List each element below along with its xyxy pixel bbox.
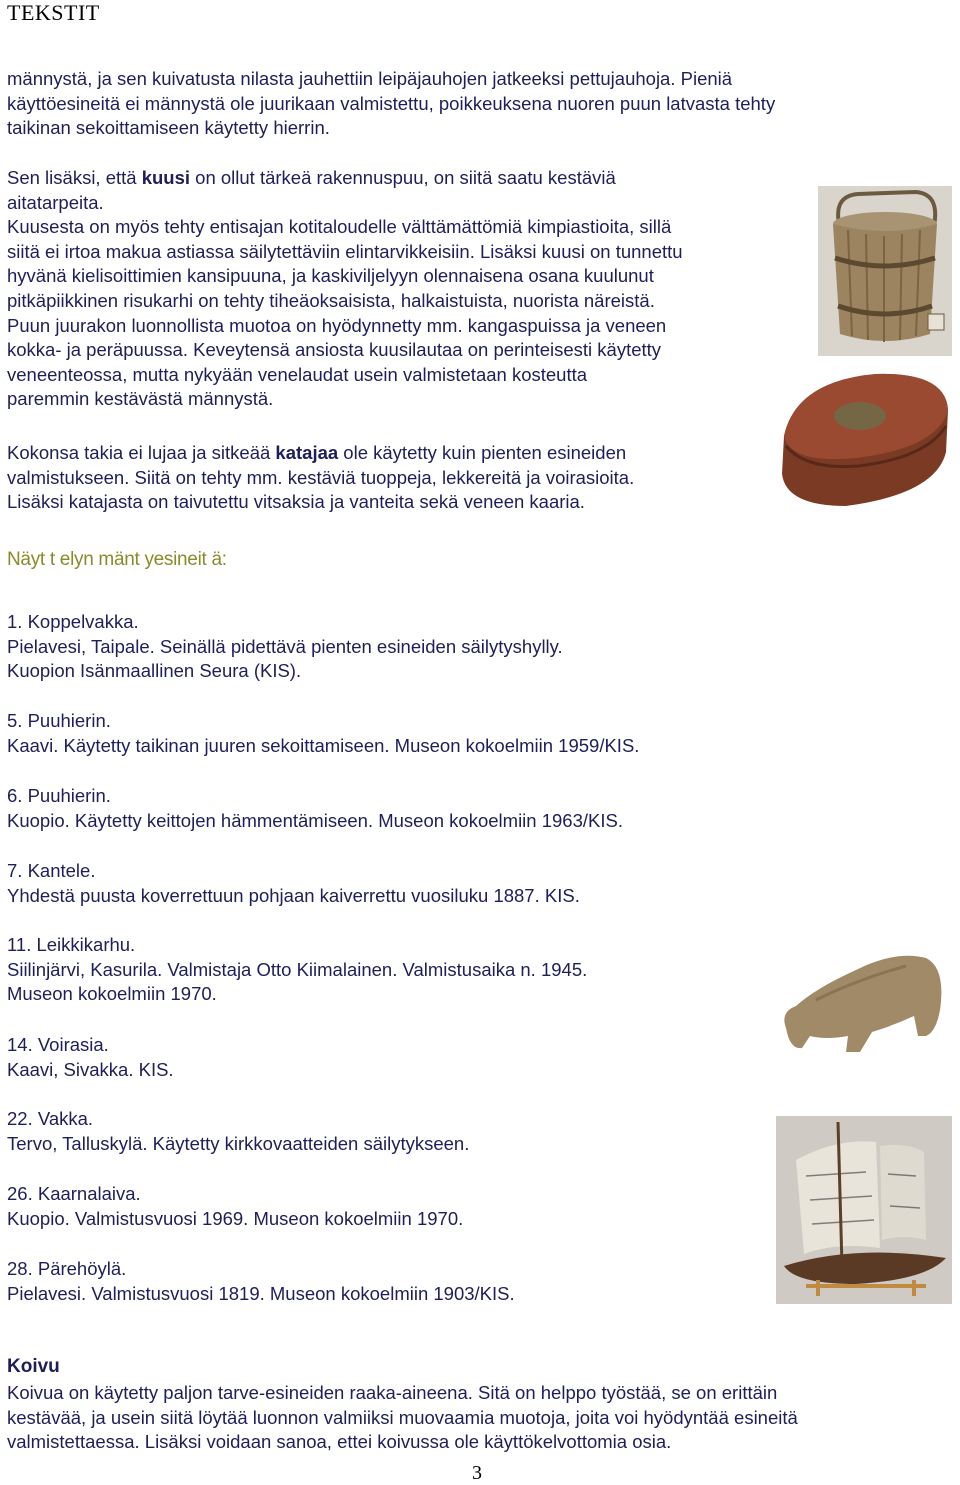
item-desc: Pielavesi, Taipale. Seinällä pidettävä pienten esineiden säilytyshylly. [7,635,563,657]
text-segment: Sen lisäksi, että [7,167,142,188]
item-title: 11. Leikkikarhu. [7,934,136,955]
keyword-kuusi: kuusi [141,167,191,188]
keyword-kataja: katajaa [275,442,339,463]
item-desc: Siilinjärvi, Kasurila. Valmistaja Otto Kiimalainen. Valmistusaika n. 1945. [7,958,588,980]
item-title: 1. Koppelvakka. [7,611,139,632]
exhibit-item [7,1182,463,1231]
item-desc: Kuopion Isänmaallinen Seura (KIS). [7,660,302,682]
text-line: Puun juurakon luonnollista muotoa on hyödynnetty mm. kangaspuissa ja veneen [7,314,667,336]
page-number: 3 [472,1462,482,1484]
text-segment: ole käytetty kuin pienten esineiden [338,442,627,463]
wooden-bucket-photo [818,186,952,356]
item-desc: Tervo, Talluskylä. Käytetty kirkkovaatteiden säilytykseen. [7,1132,470,1154]
exhibit-heading: Näyt t elyn mänt yesineit ä: [7,549,227,570]
koivu-paragraph [7,1381,798,1455]
text-line: Koivua on käytetty paljon tarve-esineiden raaka-aineena. Sitä on helppo työstää, se on erittäin [7,1382,778,1403]
item-desc: Pielavesi. Valmistusvuosi 1819. Museon kokoelmiin 1903/KIS. [7,1282,515,1304]
text-line: veneenteossa, mutta nykyään venelaudat usein valmistetaan kosteutta [7,363,588,385]
item-desc: Yhdestä puusta koverrettuun pohjaan kaiverrettu vuosiluku 1887. KIS. [7,884,580,906]
text-line: paremmin kestävästä männystä. [7,388,274,410]
item-desc: Kaavi, Sivakka. KIS. [7,1058,174,1080]
text-line: männystä, ja sen kuivatusta nilasta jauhettiin leipäjauhojen jatkeeksi pettujauhoja. Pieniä [7,68,733,89]
text-line: valmistettaessa. Lisäksi voidaan sanoa, ettei koivussa ole käyttökelvottomia osia. [7,1431,672,1453]
item-title: 28. Pärehöylä. [7,1258,127,1279]
text-line [7,166,683,191]
item-title: 14. Voirasia. [7,1034,109,1055]
exhibit-item [7,859,580,908]
text-line: siitä ei irtoa makua astiassa säilytettäviin elintarvikkeisiin. Lisäksi kuusi on tunnettu [7,240,683,262]
toy-bear-photo [776,940,946,1062]
intro-paragraph [7,67,775,141]
exhibit-item [7,784,623,833]
kataja-paragraph [7,441,634,515]
bark-boat-photo [776,1116,952,1304]
text-line: kestävää, ja usein siitä löytää luonnon valmiiksi muovaamia muotoja, joita voi hyödyntää esineitä [7,1406,798,1428]
item-desc: Kuopio. Käytetty keittojen hämmentämiseen. Museon kokoelmiin 1963/KIS. [7,809,623,831]
text-segment: on ollut tärkeä rakennuspuu, on siitä saatu kestäviä [190,167,616,188]
text-line: taikinan sekoittamiseen käytetty hierrin. [7,117,330,139]
exhibit-item [7,709,639,758]
page-header: TEKSTIT [7,0,100,25]
exhibit-item [7,610,563,684]
text-line: käyttöesineitä ei männystä ole juurikaan valmistettu, poikkeuksena nuoren puun latvasta tehty [7,92,776,114]
section-title-koivu: Koivu [7,1356,60,1377]
item-title: 22. Vakka. [7,1108,94,1129]
item-title: 7. Kantele. [7,860,96,881]
text-line: pitkäpiikkinen risukarhi on tehty tiheäoksaisista, halkaistuista, nuorista näreistä. [7,289,655,311]
text-line: aitatarpeita. [7,191,104,213]
item-title: 26. Kaarnalaiva. [7,1183,141,1204]
text-line: Kuusesta on myös tehty entisajan kotitaloudelle välttämättömiä kimpiastioita, sillä [7,216,672,238]
text-line: Lisäksi katajasta on taivutettu vitsaksia ja vanteita sekä veneen kaaria. [7,491,585,513]
text-line [7,441,634,466]
exhibit-item [7,1107,469,1156]
text-line: valmistukseen. Siitä on tehty mm. kestäviä tuoppeja, lekkereitä ja voirasioita. [7,466,635,488]
item-desc: Museon kokoelmiin 1970. [7,983,217,1005]
text-line: hyvänä kielisoittimien kansipuuna, ja kaskiviljelyyn olennaisena osana kuulunut [7,265,654,287]
text-line: kokka- ja peräpuussa. Keveytensä ansiosta kuusilautaa on perinteisesti käytetty [7,339,662,361]
exhibit-item [7,1033,174,1082]
exhibit-item [7,1257,515,1306]
item-desc: Kaavi. Käytetty taikinan juuren sekoittamiseen. Museon kokoelmiin 1959/KIS. [7,734,640,756]
oval-box-photo [776,366,954,512]
item-desc: Kuopio. Valmistusvuosi 1969. Museon kokoelmiin 1970. [7,1207,464,1229]
item-title: 6. Puuhierin. [7,785,111,806]
item-title: 5. Puuhierin. [7,710,111,731]
text-segment: Kokonsa takia ei lujaa ja sitkeää [7,442,276,463]
kuusi-paragraph [7,166,683,412]
exhibit-item [7,933,587,1007]
